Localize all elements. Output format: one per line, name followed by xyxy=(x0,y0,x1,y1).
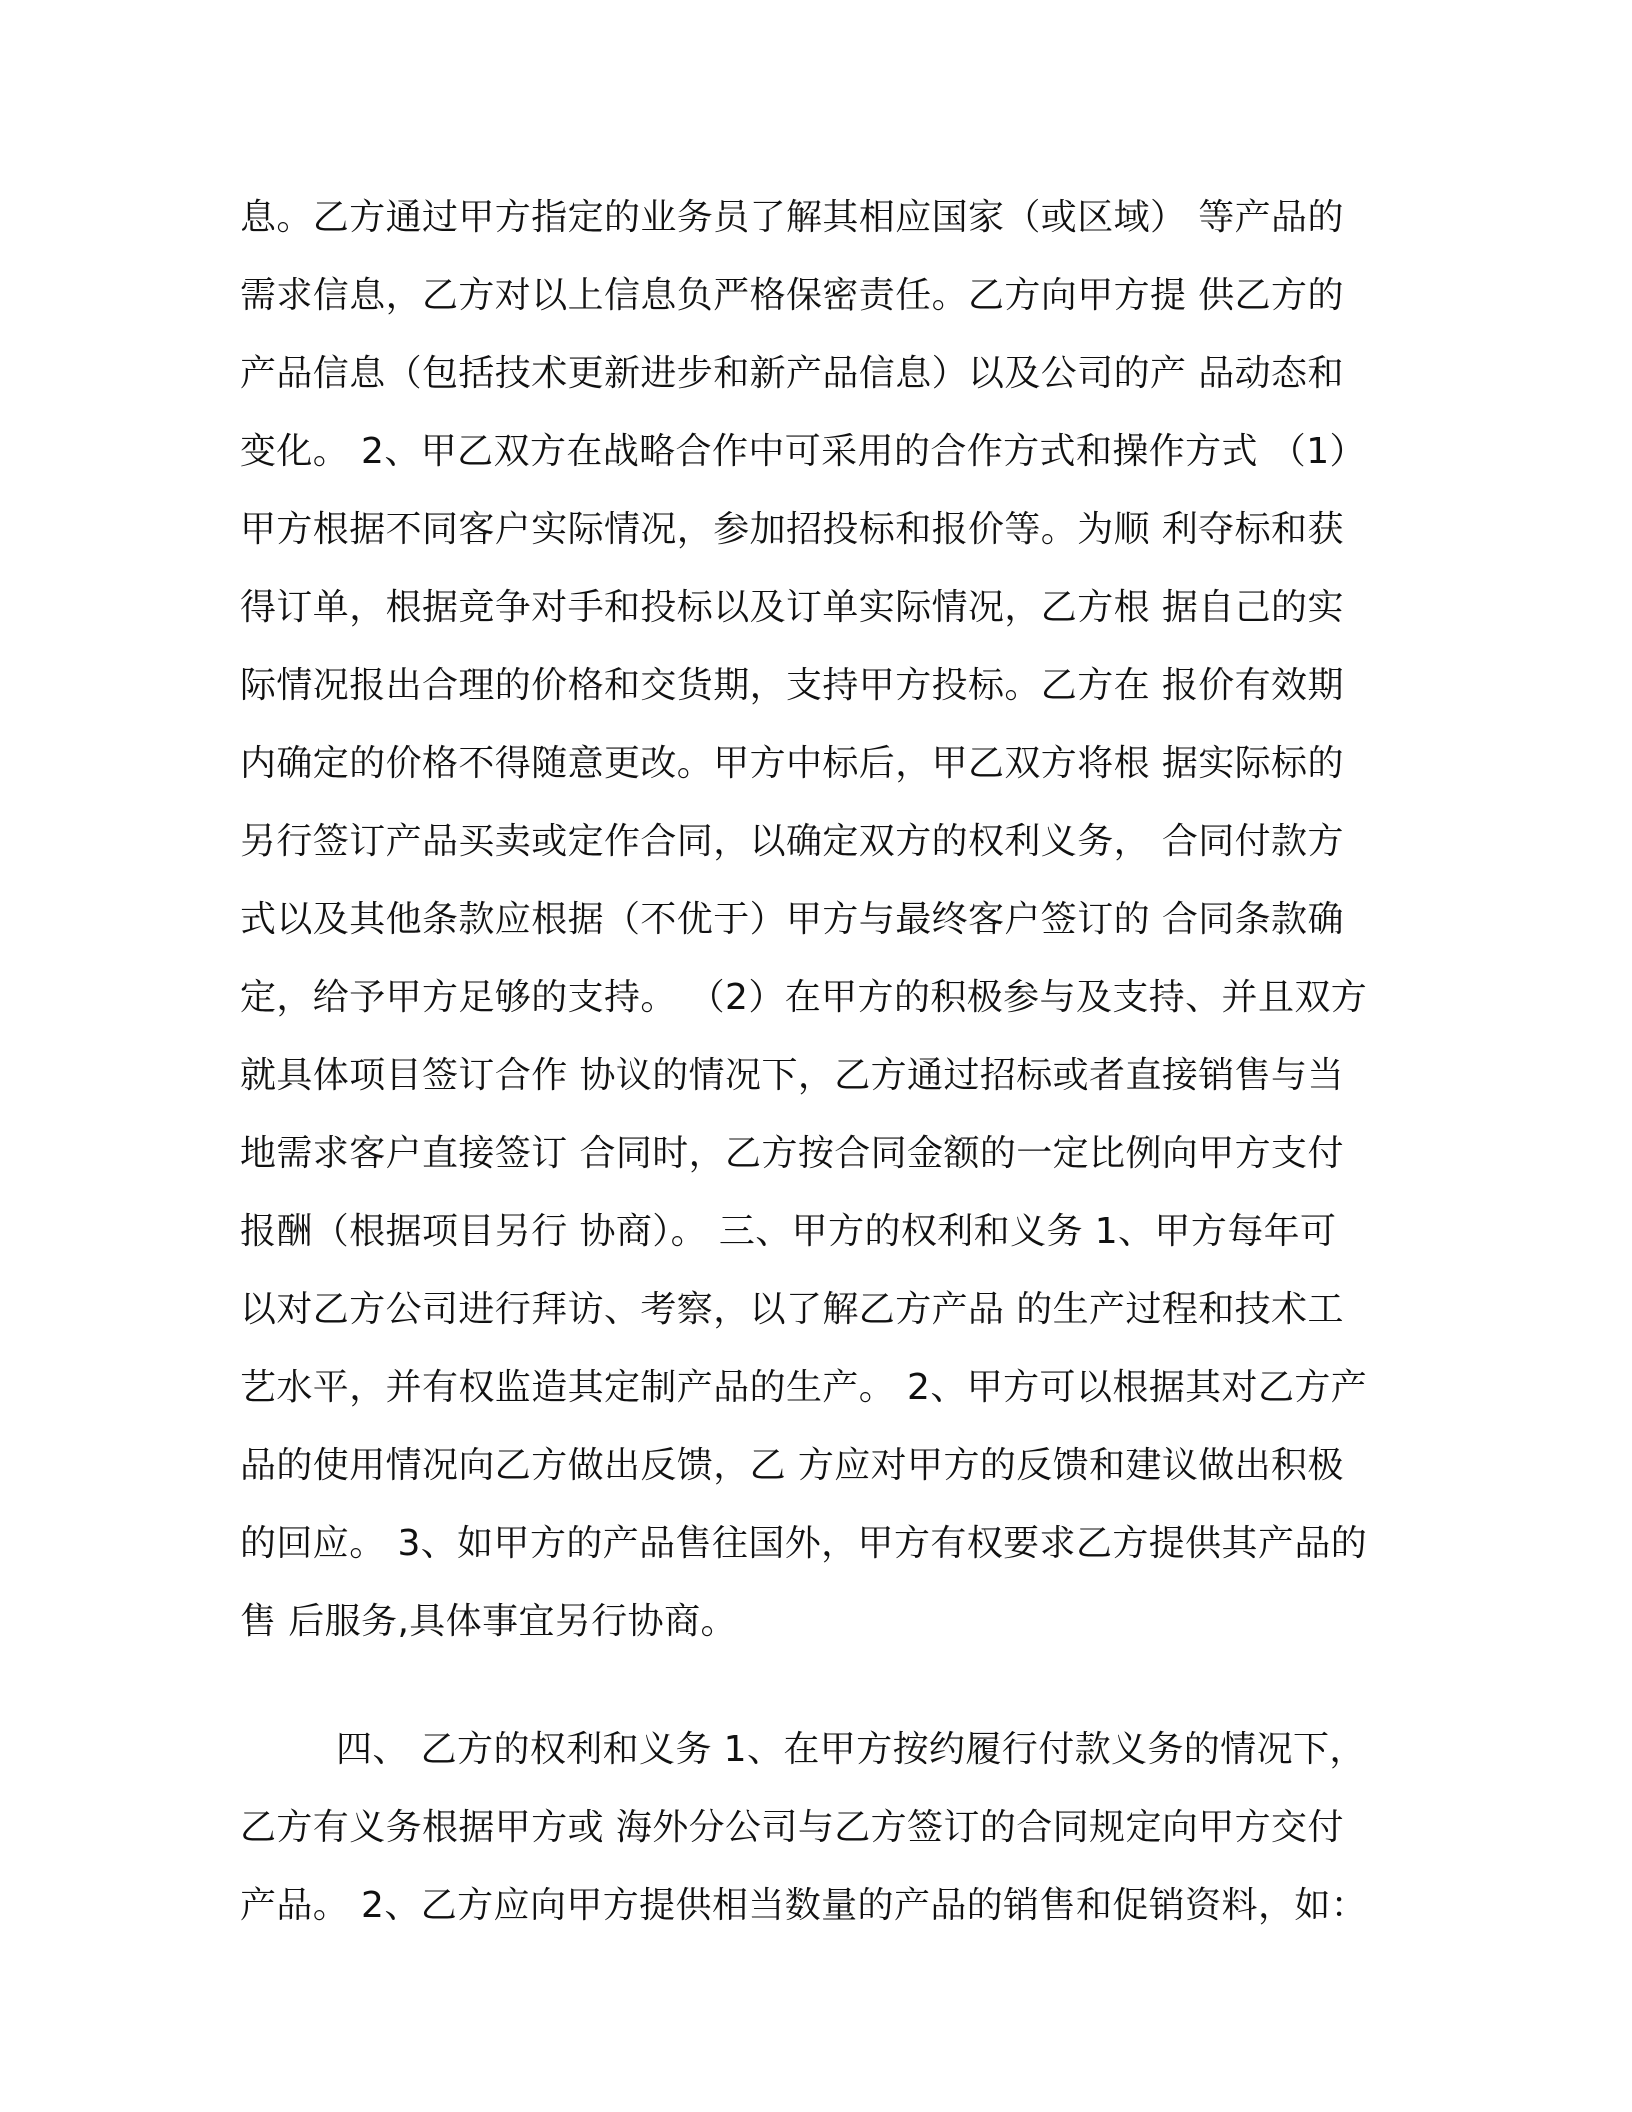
text-line: 产品。 2、乙方应向甲方提供相当数量的产品的销售和促销资料，如： xyxy=(240,1885,1368,1926)
text-line: 产品信息（包括技术更新进步和新产品信息）以及公司的产 品动态和 xyxy=(240,353,1344,394)
text-line: 报酬（根据项目另行 协商）。 三、甲方的权利和义务 1、甲方每年可 xyxy=(240,1211,1337,1252)
text-line: 另行签订产品买卖或定作合同，以确定双方的权利义务， 合同付款方 xyxy=(240,821,1344,862)
text-line: 品的使用情况向乙方做出反馈，乙 方应对甲方的反馈和建议做出积极 xyxy=(240,1445,1344,1486)
text-line: 式以及其他条款应根据（不优于）甲方与最终客户签订的 合同条款确 xyxy=(240,899,1344,940)
text-line: 甲方根据不同客户实际情况，参加招投标和报价等。为顺 利夺标和获 xyxy=(240,509,1344,550)
text-line: 息。乙方通过甲方指定的业务员了解其相应国家（或区域） 等产品的 xyxy=(240,197,1344,238)
text-line: 艺水平，并有权监造其定制产品的生产。 2、甲方可以根据其对乙方产 xyxy=(240,1367,1368,1408)
text-line: 需求信息，乙方对以上信息负严格保密责任。乙方向甲方提 供乙方的 xyxy=(240,275,1344,316)
text-line: 定，给予甲方足够的支持。 （2）在甲方的积极参与及支持、并且双方 xyxy=(240,977,1368,1018)
text-line: 变化。 2、甲乙双方在战略合作中可采用的合作方式和操作方式 （1） xyxy=(240,431,1366,472)
text-line: 内确定的价格不得随意更改。甲方中标后，甲乙双方将根 据实际标的 xyxy=(240,743,1344,784)
text-line: 际情况报出合理的价格和交货期，支持甲方投标。乙方在 报价有效期 xyxy=(240,665,1344,706)
text-line: 售 后服务,具体事宜另行协商。 xyxy=(240,1601,737,1642)
text-line: 以对乙方公司进行拜访、考察，以了解乙方产品 的生产过程和技术工 xyxy=(240,1289,1344,1330)
text-line: 的回应。 3、如甲方的产品售往国外，甲方有权要求乙方提供其产品的 xyxy=(240,1523,1368,1564)
text-line-indented: 四、 乙方的权利和义务 1、在甲方按约履行付款义务的情况下， xyxy=(336,1729,1366,1770)
text-line: 就具体项目签订合作 协议的情况下，乙方通过招标或者直接销售与当 xyxy=(240,1055,1344,1096)
text-line: 地需求客户直接签订 合同时，乙方按合同金额的一定比例向甲方支付 xyxy=(240,1133,1344,1174)
text-line: 得订单，根据竞争对手和投标以及订单实际情况，乙方根 据自己的实 xyxy=(240,587,1344,628)
text-line: 乙方有义务根据甲方或 海外分公司与乙方签订的合同规定向甲方交付 xyxy=(240,1807,1344,1848)
